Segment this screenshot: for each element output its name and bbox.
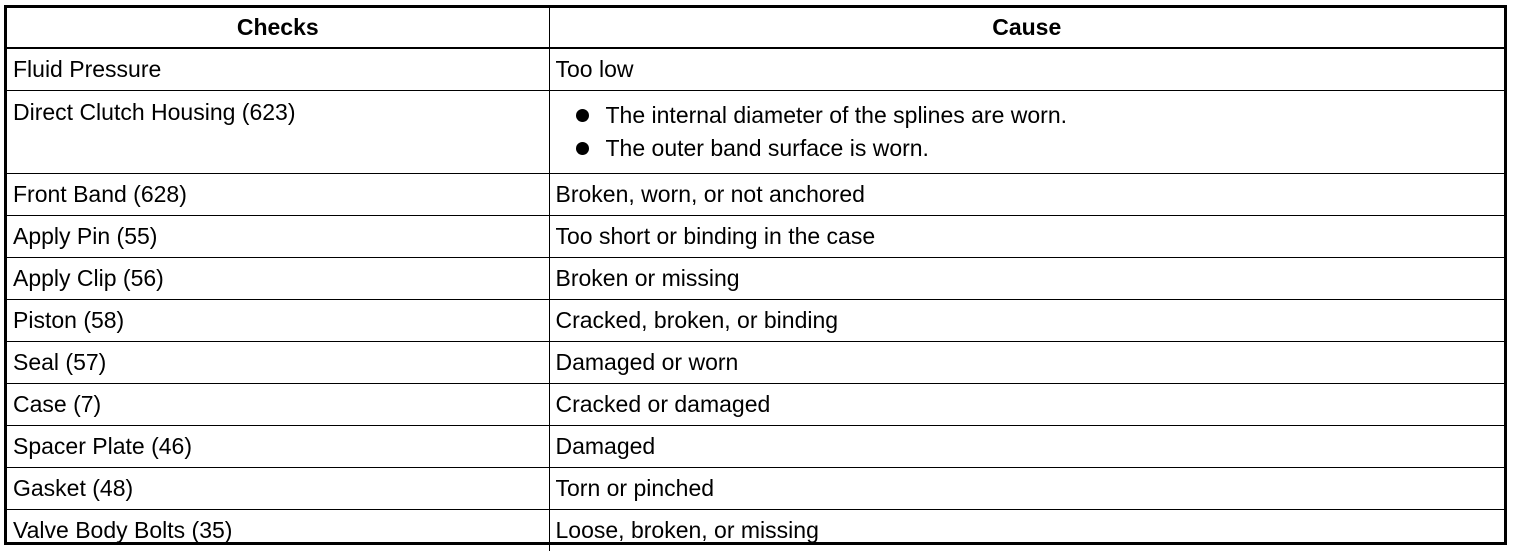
check-cell: Case (7) (7, 384, 549, 426)
cause-cell: Torn or pinched (549, 468, 1504, 510)
cause-cell (549, 91, 1504, 174)
checks-cause-table (7, 8, 1504, 551)
table-row (7, 426, 1504, 468)
cause-cell: Broken or missing (549, 258, 1504, 300)
check-cell: Seal (57) (7, 342, 549, 384)
check-cell: Valve Body Bolts (35) (7, 510, 549, 552)
header-cause: Cause (549, 8, 1504, 48)
header-checks: Checks (7, 8, 549, 48)
check-cell: Apply Clip (56) (7, 258, 549, 300)
table-row (7, 258, 1504, 300)
table-row (7, 48, 1504, 91)
cause-cell: Cracked or damaged (549, 384, 1504, 426)
cause-cell: Loose, broken, or missing (549, 510, 1504, 552)
table-header-row (7, 8, 1504, 48)
cause-cell: Cracked, broken, or binding (549, 300, 1504, 342)
table-row (7, 342, 1504, 384)
table-row (7, 216, 1504, 258)
table-row (7, 300, 1504, 342)
list-item (576, 132, 1499, 165)
bullet-icon (576, 142, 589, 155)
table-row (7, 174, 1504, 216)
cause-cell: Broken, worn, or not anchored (549, 174, 1504, 216)
cause-bullet-text: The internal diameter of the splines are worn. (605, 102, 1068, 128)
check-cell: Piston (58) (7, 300, 549, 342)
list-item (576, 99, 1499, 132)
checks-cause-table-frame (4, 5, 1507, 545)
cause-cell: Too short or binding in the case (549, 216, 1504, 258)
check-cell: Fluid Pressure (7, 48, 549, 91)
cause-cell: Too low (549, 48, 1504, 91)
cause-bullet-text: The outer band surface is worn. (605, 135, 929, 161)
check-cell: Spacer Plate (46) (7, 426, 549, 468)
table-row (7, 510, 1504, 552)
table-row (7, 384, 1504, 426)
check-cell: Apply Pin (55) (7, 216, 549, 258)
cause-cell: Damaged or worn (549, 342, 1504, 384)
bullet-icon (576, 109, 589, 122)
cause-bullet-list (556, 99, 1499, 165)
cause-cell: Damaged (549, 426, 1504, 468)
check-cell: Front Band (628) (7, 174, 549, 216)
check-cell: Gasket (48) (7, 468, 549, 510)
table-row (7, 91, 1504, 174)
check-cell: Direct Clutch Housing (623) (7, 91, 549, 174)
table-row (7, 468, 1504, 510)
